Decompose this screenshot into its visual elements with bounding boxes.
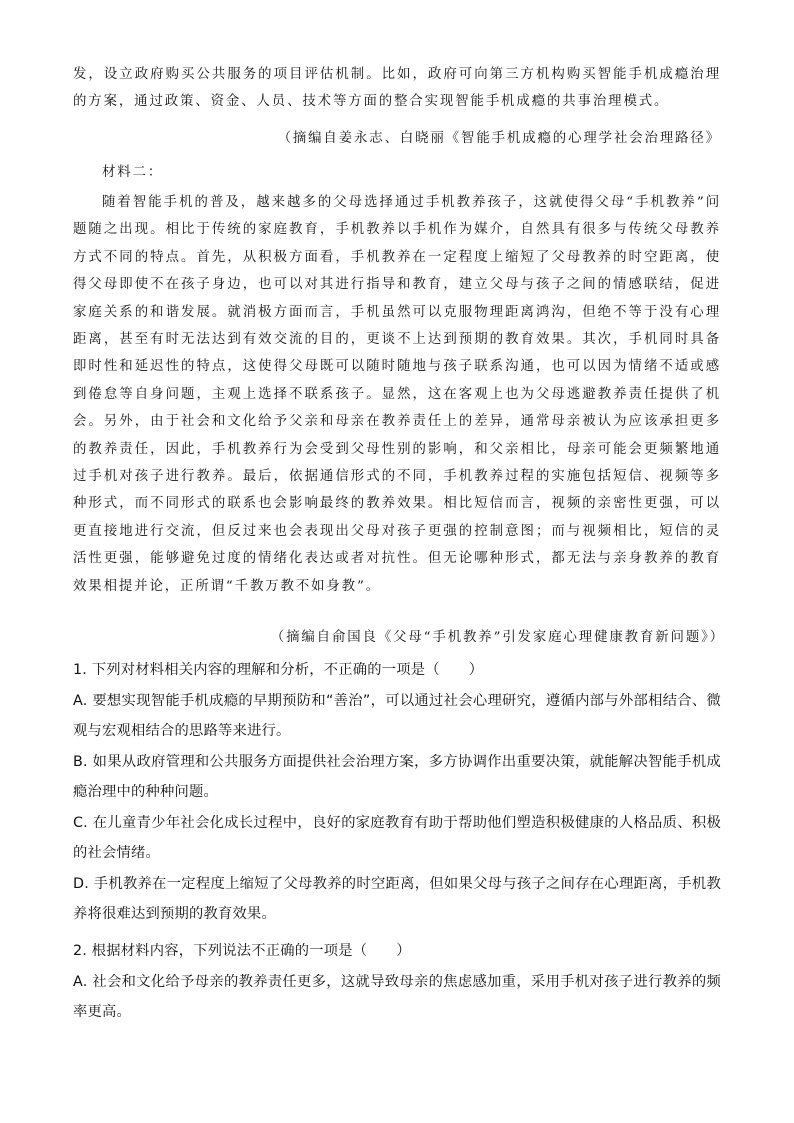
question-1-option-c: C. 在儿童青少年社会化成长过程中，良好的家庭教育有助于帮助他们塑造积极健康的人格品质、积极的社会情绪。 <box>73 814 721 861</box>
question-1-stem: 1. 下列对材料相关内容的理解和分析，不正确的一项是（ ） <box>73 662 484 678</box>
source1-text: （摘编自姜永志、白晓丽《智能手机成瘾的心理学社会治理路径》 <box>277 131 721 146</box>
intro-paragraph <box>73 61 721 116</box>
material2-label <box>73 159 721 186</box>
question-1-option-b: B. 如果从政府管理和公共服务方面提供社会治理方案，多方协调作出重要决策，就能解决智能手机成瘾治理中的种种问题。 <box>73 753 721 800</box>
source-citation-1 <box>73 125 721 152</box>
source2-text: （摘编自俞国良《父母“手机教养”引发家庭心理健康教育新问题》） <box>270 630 725 645</box>
question-1 <box>73 655 721 930</box>
material2-text: 随着智能手机的普及，越来越多的父母选择通过手机教养孩子，这就使得父母“手机教养”问题随之出现。相比于传统的家庭教育，手机教养以手机作为媒介，自然具有很多与传统父母教养方式不同的特点。首先，从积极方面看，手机教养在一定程度上缩短了父母教养的时空距离，使得父母即使不在孩子身边，也可以对其进行指导和教育，建立父母与孩子之间的情感联结，促进家庭关系的和谐发展。就消极方面而言，手机虽然可以克服物理距离鸿沟，但绝不等于没有心理距离，甚至有时无法达到有效交流的目的，更谈不上达到预期的教育效果。其次，手机同时具备即时性和延迟性的特点，这使得父母既可以随时随地与孩子联系沟通，也可以因为情绪不适或感到倦怠等自身问题，主观上选择不联系孩子。显然，这在客观上也为父母逃避教养责任提供了机会。另外，由于社会和文化给予父亲和母亲在教养责任上的差异，通常母亲被认为应该承担更多的教养责任，因此，手机教养行为会受到父母性别的影响，和父亲相比，母亲可能会更频繁地通过手机对孩子进行教养。最后，依据通信形式的不同，手机教养过程的实施包括短信、视频等多种形式，而不同形式的联系也会影响最终的教养效果。相比短信而言，视频的亲密性更强，可以更直接地进行交流，但反过来也会表现出父母对孩子更强的控制意图；而与视频相比，短信的灵活性更强，能够避免过度的情绪化表达或者对抗性。但无论哪种形式，都无法与亲身教养的教育效果相提并论，正所谓“千教万教不如身教”。 <box>73 195 721 594</box>
material2-label-text: 材料二： <box>102 165 164 180</box>
question-2-option-a: A. 社会和文化给予母亲的教养责任更多，这就导致母亲的焦虑感加重，采用手机对孩子进行教养的频率更高。 <box>73 973 721 1020</box>
question-1-option-d: D. 手机教养在一定程度上缩短了父母教养的时空距离，但如果父母与孩子之间存在心理距离，手机教养将很难达到预期的教育效果。 <box>73 875 721 922</box>
question-1-option-a: A. 要想实现智能手机成瘾的早期预防和“善治”，可以通过社会心理研究，遵循内部与外部相结合、微观与宏观相结合的思路等来进行。 <box>73 692 721 739</box>
source-citation-2 <box>73 624 725 651</box>
question-2 <box>73 936 721 1028</box>
question-2-stem: 2. 根据材料内容，下列说法不正确的一项是（ ） <box>73 943 411 959</box>
material2-paragraph <box>73 189 721 600</box>
intro-text: 发，设立政府购买公共服务的项目评估机制。比如，政府可向第三方机构购买智能手机成瘾治理的方案，通过政策、资金、人员、技术等方面的整合实现智能手机成瘾的共事治理模式。 <box>73 67 721 110</box>
